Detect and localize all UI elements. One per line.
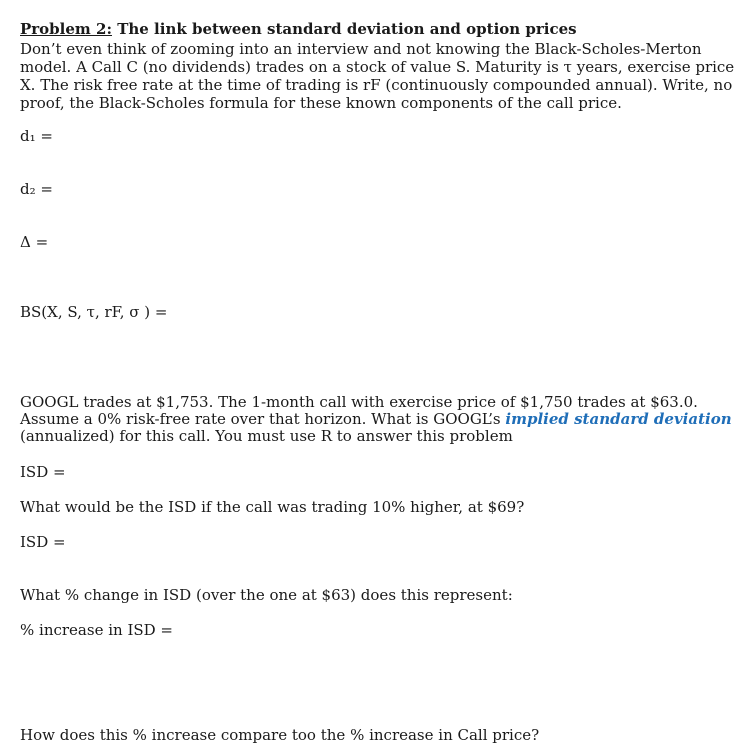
intro-line-1: Don’t even think of zooming into an interview and not knowing the Black-Scholes-Merton [20,40,702,58]
question-line-1: GOOGL trades at $1,753. The 1-month call with exercise price of $1,750 trades at $63.0. [20,393,698,411]
problem-title [20,20,577,38]
intro-line-3: X. The risk free rate at the time of trading is rF (continuously compounded annual). Write, no [20,76,733,94]
delta-formula: Δ = [20,233,49,251]
question-compare: How does this % increase compare too the % increase in Call price? [20,726,540,744]
isd-answer-1: ISD = [20,463,66,481]
d2-formula: d₂ = [20,180,53,198]
question-line-2-text: Assume a 0% risk-free rate over that horizon. What is GOOGL’s [20,410,506,428]
implied-sd-highlight: implied standard deviation [505,410,732,428]
pct-increase-answer: % increase in ISD = [20,621,174,639]
question-line-3: (annualized) for this call. You must use R to answer this problem [20,427,513,445]
isd-answer-2: ISD = [20,533,66,551]
d1-formula: d₁ = [20,127,53,145]
bs-formula: BS(X, S, τ, rF, σ ) = [20,303,168,321]
question-line-2 [20,410,732,428]
intro-line-4: proof, the Black-Scholes formula for these known components of the call price. [20,94,622,112]
problem-label: Problem 2: [20,20,112,38]
problem-title-text: The link between standard deviation and option prices [112,20,577,38]
intro-line-2: model. A Call C (no dividends) trades on a stock of value S. Maturity is τ years, exercise price [20,58,734,76]
question-pct-change: What % change in ISD (over the one at $63) does this represent: [20,586,513,604]
question-isd-10pct: What would be the ISD if the call was trading 10% higher, at $69? [20,498,525,516]
